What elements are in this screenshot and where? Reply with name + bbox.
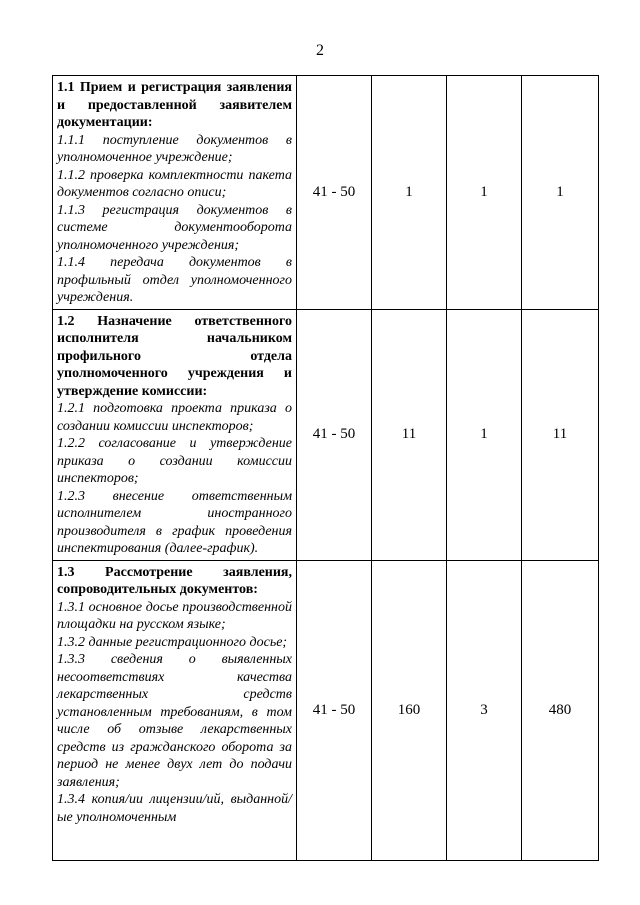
value-cell: 3 [447,560,522,860]
code-range-cell: 41 - 50 [297,560,372,860]
procedure-subitem: 1.1.3 регистрация документов в системе документооборота уполномоченного учреждения; [57,202,292,253]
value-cell: 1 [447,309,522,560]
value-cell: 11 [372,309,447,560]
table-row [53,560,599,860]
table-row [53,309,599,560]
procedure-description-cell [53,309,297,560]
procedure-heading: 1.2 Назначение ответственного исполнителя начальником профильного отдела уполномоченного учреждения и утверждение комиссии: [57,313,292,399]
procedure-subitem: 1.1.2 проверка комплектности пакета документов согласно описи; [57,167,292,200]
procedure-subitem: 1.1.1 поступление документов в уполномоченное учреждение; [57,132,292,165]
procedure-subitem: 1.3.3 сведения о выявленных несоответствиях качества лекарственных средств установленным требованиям, в том числе об отзыве лекарственных средств из гражданского оборота за период не менее двух лет до подачи заявления; [57,652,292,790]
value-cell: 1 [447,76,522,310]
procedure-subitem: 1.1.4 передача документов в профильный отдел уполномоченного учреждения. [57,255,292,305]
total-cell: 480 [522,560,599,860]
procedure-subitem: 1.3.4 копия/ии лицензии/ий, выданной/ые уполномоченным [57,792,292,825]
code-range-cell: 41 - 50 [297,76,372,310]
code-range-cell: 41 - 50 [297,309,372,560]
procedure-description-cell [53,560,297,860]
procedure-subitem: 1.2.3 внесение ответственным исполнителем иностранного производителя в график проведения инспектирования (далее-график). [57,488,292,556]
procedure-heading: 1.1 Прием и регистрация заявления и предоставленной заявителем документации: [57,80,292,130]
procedure-subitem: 1.3.1 основное досье производственной площадки на русском языке; [57,599,292,632]
procedure-description-cell [53,76,297,310]
total-cell: 11 [522,309,599,560]
value-cell: 1 [372,76,447,310]
procedure-heading: 1.3 Рассмотрение заявления, сопроводительных документов: [57,564,292,597]
procedure-subitem: 1.2.1 подготовка проекта приказа о создании комиссии инспекторов; [57,401,292,434]
value-cell: 160 [372,560,447,860]
procedure-subitem: 1.3.2 данные регистрационного досье; [57,634,288,650]
procedure-table [52,75,599,861]
page-number: 2 [316,42,324,59]
total-cell: 1 [522,76,599,310]
procedure-subitem: 1.2.2 согласование и утверждение приказа о создании комиссии инспекторов; [57,436,292,486]
table-row [53,76,599,310]
